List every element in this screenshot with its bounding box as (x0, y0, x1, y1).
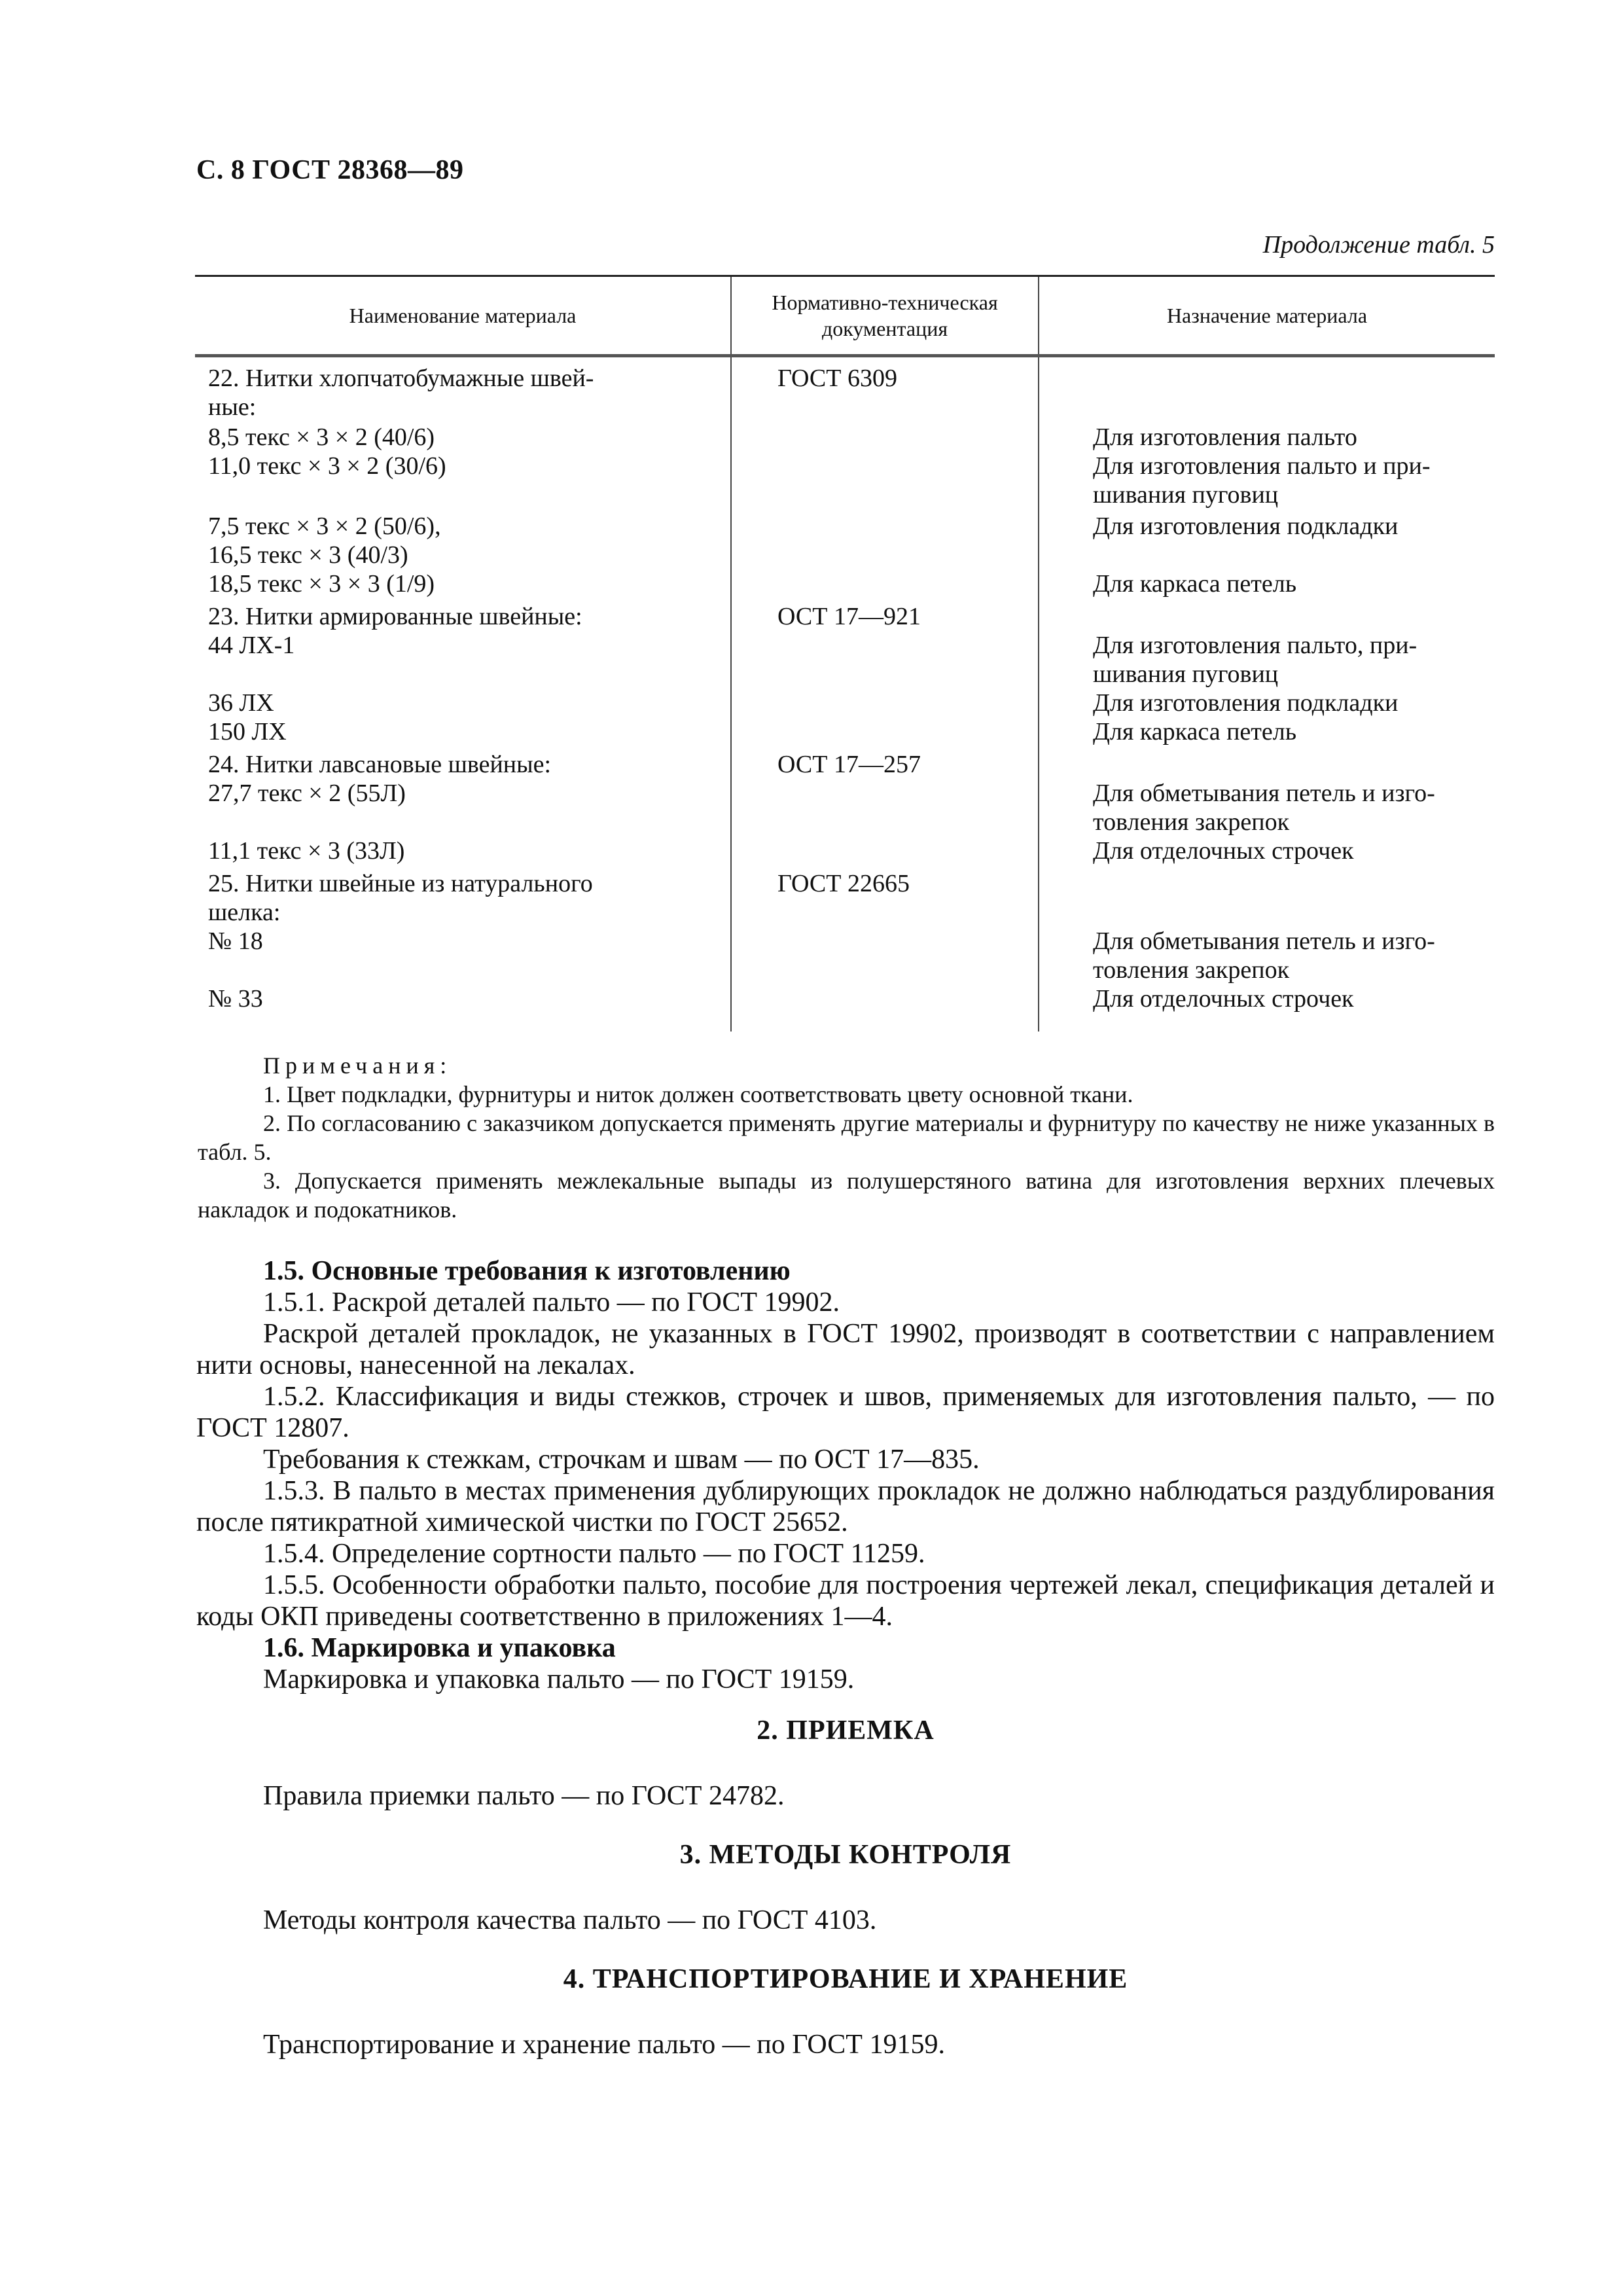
table-cell-c1: 44 ЛХ-1 (208, 632, 295, 659)
section-3-text: Методы контроля качества пальто — по ГОСТ 4103. (263, 1905, 877, 1935)
table-cell-c3: Для изготовления подкладки (1093, 512, 1399, 540)
table-cell-c3: Для каркаса петель (1093, 718, 1297, 745)
table-cell-c3: Для изготовления подкладки (1093, 689, 1399, 717)
section-1-5-heading: 1.5. Основные требования к изготовлению (263, 1256, 791, 1286)
table-cell-c1: 24. Нитки лавсановые швейные: (208, 751, 552, 778)
notes-title: Примечания: (263, 1052, 452, 1079)
table-cell-c1: 18,5 текс × 3 × 3 (1/9) (208, 570, 435, 598)
section-4-title: 4. ТРАНСПОРТИРОВАНИЕ И ХРАНЕНИЕ (563, 1964, 1128, 1994)
note-item: 2. По согласованию с заказчиком допускается применять другие материалы и фурнитуру по качеству не ниже указанных в табл. 5. (198, 1110, 1495, 1165)
column-divider (1038, 357, 1039, 1031)
page-header: С. 8 ГОСТ 28368—89 (196, 155, 464, 185)
section-2-text: Правила приемки пальто — по ГОСТ 24782. (263, 1781, 785, 1811)
table-cell-c3: Для изготовления пальто, при- (1093, 632, 1418, 659)
paragraph: 1.5.3. В пальто в местах применения дублирующих прокладок не должно наблюдаться раздублирования после пятикратной химической чистки по ГОСТ 25652. (196, 1476, 1495, 1537)
table-cell-c2: ОСТ 17—257 (777, 751, 921, 778)
table-cell-c1: ные: (208, 393, 257, 421)
table-header (195, 275, 1495, 357)
table-cell-c1: 150 ЛХ (208, 718, 287, 745)
table-cell-c3: Для обметывания петель и изго- (1093, 780, 1435, 807)
table-cell-c3: Для отделочных строчек (1093, 985, 1354, 1013)
table-cell-c2: ГОСТ 6309 (777, 365, 897, 392)
table-cell-c1: 7,5 текс × 3 × 2 (50/6), (208, 512, 441, 540)
section-1-6-heading: 1.6. Маркировка и упаковка (263, 1633, 616, 1663)
paragraph: 1.5.2. Классификация и виды стежков, строчек и швов, применяемых для изготовления пальто, — по ГОСТ 12807. (196, 1382, 1495, 1443)
table-cell-c3: Для изготовления пальто (1093, 423, 1357, 451)
paragraph: 1.5.4. Определение сортности пальто — по ГОСТ 11259. (263, 1539, 925, 1569)
table-cell-c1: № 33 (208, 985, 263, 1013)
table-body (195, 357, 1495, 1038)
table-cell-c3: Для каркаса петель (1093, 570, 1297, 598)
table-cell-c3: товления закрепок (1093, 956, 1290, 984)
table-cell-c1: 23. Нитки армированные швейные: (208, 603, 582, 630)
table-cell-c1: шелка: (208, 899, 281, 926)
table-cell-c3: шивания пуговиц (1093, 660, 1279, 688)
table-cell-c1: 25. Нитки швейные из натурального (208, 870, 593, 897)
header-normative-docs: Нормативно-техническая документация (772, 291, 998, 340)
header-divider (1038, 277, 1039, 354)
table-cell-c1: 27,7 текс × 2 (55Л) (208, 780, 406, 807)
materials-table (195, 275, 1495, 1038)
column-divider (730, 357, 732, 1031)
table-cell-c1: 22. Нитки хлопчатобумажные швей- (208, 365, 594, 392)
table-cell-c3: шивания пуговиц (1093, 481, 1279, 509)
paragraph: Маркировка и упаковка пальто — по ГОСТ 19159. (263, 1664, 855, 1695)
header-material-name: Наименование материала (349, 304, 577, 327)
table-continuation-note: Продолжение табл. 5 (1262, 231, 1495, 259)
table-cell-c1: 11,1 текс × 3 (33Л) (208, 837, 405, 865)
table-cell-c2: ГОСТ 22665 (777, 870, 910, 897)
header-material-purpose: Назначение материала (1166, 304, 1368, 327)
table-cell-c1: 11,0 текс × 3 × 2 (30/6) (208, 452, 446, 480)
note-item: 3. Допускается применять межлекальные выпады из полушерстяного ватина для изготовления верхних плечевых накладок и подокатников. (198, 1168, 1495, 1223)
table-cell-c1: 8,5 текс × 3 × 2 (40/6) (208, 423, 435, 451)
section-2-title: 2. ПРИЕМКА (757, 1715, 935, 1746)
notes-block (198, 1051, 1495, 1224)
paragraph: 1.5.5. Особенности обработки пальто, пособие для построения чертежей лекал, спецификация деталей и коды ОКП приведены соответственно в приложениях 1—4. (196, 1570, 1495, 1632)
table-cell-c3: товления закрепок (1093, 808, 1290, 836)
table-cell-c1: 16,5 текс × 3 (40/3) (208, 541, 408, 569)
header-divider (730, 277, 732, 354)
table-cell-c1: № 18 (208, 927, 263, 955)
paragraph: Требования к стежкам, строчкам и швам — по ОСТ 17—835. (263, 1444, 980, 1475)
note-item: 1. Цвет подкладки, фурнитуры и ниток должен соответствовать цвету основной ткани. (263, 1081, 1133, 1107)
section-4-text: Транспортирование и хранение пальто — по ГОСТ 19159. (263, 2030, 945, 2060)
paragraph: 1.5.1. Раскрой деталей пальто — по ГОСТ 19902. (263, 1287, 840, 1318)
table-cell-c1: 36 ЛХ (208, 689, 274, 717)
requirements-section (196, 1255, 1495, 1695)
table-cell-c3: Для обметывания петель и изго- (1093, 927, 1435, 955)
paragraph: Раскрой деталей прокладок, не указанных в ГОСТ 19902, производят в соответствии с направлением нити основы, нанесенной на лекалах. (196, 1319, 1495, 1380)
table-cell-c3: Для изготовления пальто и при- (1093, 452, 1431, 480)
table-cell-c3: Для отделочных строчек (1093, 837, 1354, 865)
section-3-title: 3. МЕТОДЫ КОНТРОЛЯ (679, 1840, 1012, 1870)
table-cell-c2: ОСТ 17—921 (777, 603, 921, 630)
